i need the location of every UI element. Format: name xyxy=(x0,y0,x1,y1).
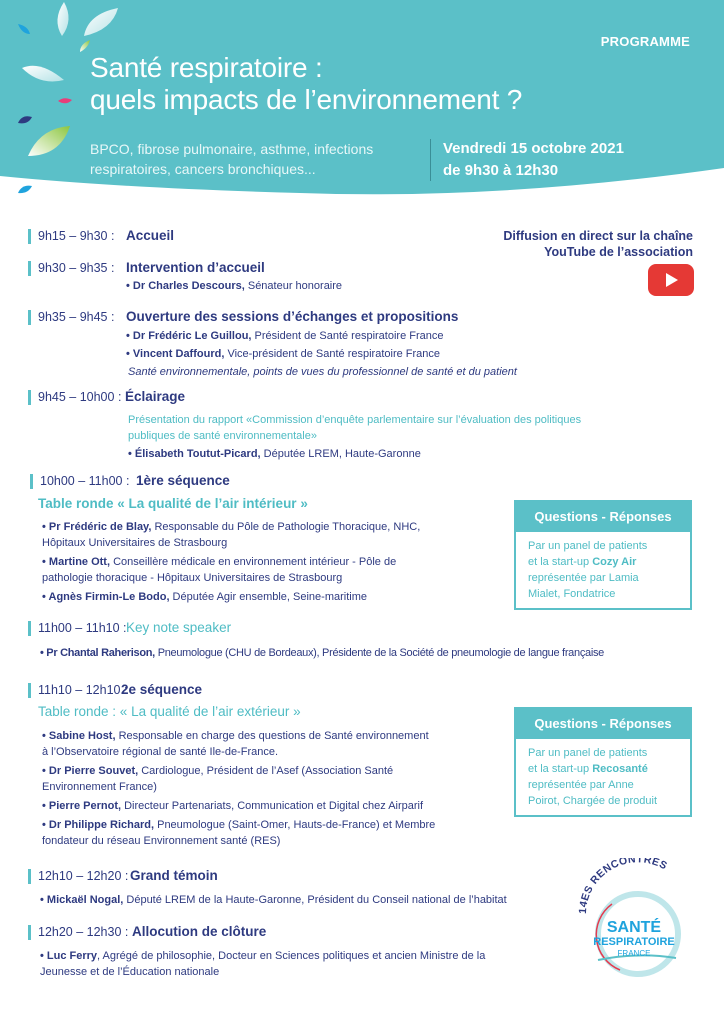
roundtable-title: Table ronde : « La qualité de l’air extérieur » xyxy=(38,704,301,719)
speaker-name: • Martine Ott, xyxy=(42,556,111,568)
logo-line-1: SANTÉ xyxy=(606,919,662,936)
slot-title: Éclairage xyxy=(125,389,186,404)
speaker-role: Sénateur honoraire xyxy=(244,280,343,292)
speaker-item xyxy=(42,817,502,849)
logo-ring-icon xyxy=(572,858,702,988)
qa-box-body xyxy=(516,532,690,608)
youtube-play-icon[interactable] xyxy=(648,264,694,296)
speaker-role: Président de Santé respiratoire France xyxy=(251,330,444,342)
speaker-role: Pneumologue (Saint-Omer, Hauts-de-France) et Membre xyxy=(154,819,436,831)
slot-time: 9h30 – 9h35 : xyxy=(38,261,115,275)
speaker-role: Vice-président de Santé respiratoire France xyxy=(224,348,441,360)
speaker-role: fondateur du réseau Environnement santé (RES) xyxy=(42,835,281,847)
qa-text: et la start-up xyxy=(528,763,593,775)
qa-text: Par un panel de patients xyxy=(528,747,648,759)
speaker-name: • Dr Pierre Souvet, xyxy=(42,765,139,777)
speaker-role: Pneumologue (CHU de Bordeaux), Présidente de la Société de pneumologie de langue française xyxy=(154,647,604,659)
subtitle-line-1: BPCO, fibrose pulmonaire, asthme, infections xyxy=(90,141,374,157)
event-date xyxy=(443,138,624,182)
slot-title: Allocution de clôture xyxy=(132,924,267,939)
speaker-item xyxy=(40,645,604,661)
speaker-item xyxy=(126,346,440,362)
speaker-item xyxy=(126,328,444,344)
time-marker xyxy=(28,683,31,698)
speaker-role: pathologie thoracique - Hôpitaux Universitaires de Strasbourg xyxy=(42,572,343,584)
header-banner xyxy=(0,0,724,200)
leaf-icon xyxy=(18,186,32,193)
roundtable-title: Table ronde « La qualité de l’air intérieur » xyxy=(38,496,308,511)
speaker-role: Conseillère médicale en environnement intérieur - Pôle de xyxy=(110,556,397,568)
svg-text:14ES RENCONTRES xyxy=(577,858,669,914)
qa-box-title: Questions - Réponses xyxy=(516,709,690,739)
slot-title: Grand témoin xyxy=(130,868,218,883)
slot-time: 12h20 – 12h30 : xyxy=(38,925,129,939)
speaker-role: Députée Agir ensemble, Seine-maritime xyxy=(169,591,367,603)
logo-edition: 14ES RENCONTRES xyxy=(576,858,670,915)
speaker-name: • Pierre Pernot, xyxy=(42,800,122,812)
speaker-role: Responsable du Pôle de Pathologie Thoracique, NHC, xyxy=(151,521,421,533)
speaker-role: Cardiologue, Président de l’Asef (Association Santé xyxy=(138,765,394,777)
qa-text: Poirot, Chargée de produit xyxy=(528,795,658,807)
speaker-name: • Mickaël Nogal, xyxy=(40,894,124,906)
qa-text: et la start-up xyxy=(528,556,593,568)
slot-title: Intervention d’accueil xyxy=(126,260,265,275)
slot-title: 1ère séquence xyxy=(136,473,230,488)
qa-text xyxy=(528,554,680,570)
slot-time: 9h15 – 9h30 : xyxy=(38,229,115,243)
qa-box-body xyxy=(516,739,690,815)
qa-text: représentée par Anne xyxy=(528,779,634,791)
slot-time: 10h00 – 11h00 : xyxy=(40,474,130,488)
time-marker xyxy=(28,869,31,884)
speaker-item xyxy=(42,519,482,551)
youtube-broadcast-text xyxy=(503,228,693,260)
qa-box xyxy=(514,707,692,817)
speaker-role: Jeunesse et de l’Éducation nationale xyxy=(40,966,220,978)
title-line-2: quels impacts de l’environnement ? xyxy=(90,84,523,115)
report-description: Présentation du rapport «Commission d’enquête parlementaire sur l’évaluation des politiques xyxy=(128,414,582,426)
speaker-role: à l’Observatoire régional de santé Ile-de-France. xyxy=(42,746,279,758)
qa-box xyxy=(514,500,692,610)
time-marker xyxy=(30,474,33,489)
slot-time: 9h35 – 9h45 : xyxy=(38,310,115,324)
speaker-role: , Agrégé de philosophie, Docteur en Sciences politiques et ancien Ministre de la xyxy=(97,950,486,962)
logo-line-2: RESPIRATOIRE xyxy=(593,936,675,948)
speaker-name: • Élisabeth Toutut-Picard, xyxy=(128,448,261,460)
sante-respiratoire-logo xyxy=(572,858,702,988)
session-note: Santé environnementale, points de vues du professionnel de santé et du patient xyxy=(128,366,517,378)
speaker-role: Hôpitaux Universitaires de Strasbourg xyxy=(42,537,228,549)
speaker-item xyxy=(42,798,423,814)
time-range: de 9h30 à 12h30 xyxy=(443,162,559,179)
time-marker xyxy=(28,925,31,940)
report-description: publiques de santé environnementale» xyxy=(128,430,317,442)
slot-title: Key note speaker xyxy=(126,620,232,635)
slot-time: 11h00 – 11h10 : xyxy=(38,621,127,635)
speaker-role: Directeur Partenariats, Communication et Digital chez Airparif xyxy=(121,800,424,812)
slot-title: Ouverture des sessions d’échanges et propositions xyxy=(126,309,459,324)
title-line-1: Santé respiratoire : xyxy=(90,52,323,83)
speaker-name: • Vincent Daffourd, xyxy=(126,348,225,360)
speaker-name: • Pr Frédéric de Blay, xyxy=(42,521,152,533)
slot-time: 9h45 – 10h00 : xyxy=(38,390,122,404)
speaker-item xyxy=(42,763,492,795)
speaker-name: • Luc Ferry xyxy=(40,950,98,962)
subtitle xyxy=(90,139,430,179)
time-marker xyxy=(28,390,31,405)
speaker-name: • Dr Charles Descours, xyxy=(126,280,245,292)
speaker-role: Environnement France) xyxy=(42,781,157,793)
speaker-item xyxy=(128,446,421,462)
youtube-line-1: Diffusion en direct sur la chaîne xyxy=(503,229,693,243)
youtube-line-2: YouTube de l’association xyxy=(544,245,693,259)
speaker-name: • Agnès Firmin-Le Bodo, xyxy=(42,591,170,603)
logo-line-3: FRANCE xyxy=(617,949,651,958)
speaker-item xyxy=(40,892,507,908)
speaker-name: • Pr Chantal Raherison, xyxy=(40,647,155,659)
date-line: Vendredi 15 octobre 2021 xyxy=(443,140,624,157)
time-marker xyxy=(28,621,31,636)
qa-text: Par un panel de patients xyxy=(528,540,648,552)
speaker-item xyxy=(42,589,367,605)
speaker-item xyxy=(42,728,492,760)
programme-label: PROGRAMME xyxy=(600,34,690,49)
speaker-role: Député LREM de la Haute-Garonne, Président du Conseil national de l’habitat xyxy=(123,894,507,906)
qa-box-title: Questions - Réponses xyxy=(516,502,690,532)
header-divider xyxy=(430,139,431,181)
qa-text xyxy=(528,761,680,777)
speaker-name: • Dr Philippe Richard, xyxy=(42,819,155,831)
startup-name: Recosanté xyxy=(592,763,648,775)
speaker-role: Députée LREM, Haute-Garonne xyxy=(260,448,421,460)
qa-text: représentée par Lamia xyxy=(528,572,639,584)
time-marker xyxy=(28,310,31,325)
slot-time: 11h10 – 12h10 : xyxy=(38,683,128,697)
speaker-name: • Sabine Host, xyxy=(42,730,116,742)
speaker-item xyxy=(42,554,482,586)
slot-title: Accueil xyxy=(126,228,175,243)
startup-name: Cozy Air xyxy=(592,556,637,568)
speaker-item xyxy=(126,278,342,294)
page-title xyxy=(90,52,522,116)
speaker-role: Responsable en charge des questions de Santé environnement xyxy=(115,730,429,742)
slot-time: 12h10 – 12h20 : xyxy=(38,869,129,883)
subtitle-line-2: respiratoires, cancers bronchiques... xyxy=(90,161,316,177)
slot-title: 2e séquence xyxy=(121,682,203,697)
time-marker xyxy=(28,261,31,276)
speaker-item xyxy=(40,948,540,980)
qa-text: Mialet, Fondatrice xyxy=(528,588,616,600)
speaker-name: • Dr Frédéric Le Guillou, xyxy=(126,330,252,342)
time-marker xyxy=(28,229,31,244)
